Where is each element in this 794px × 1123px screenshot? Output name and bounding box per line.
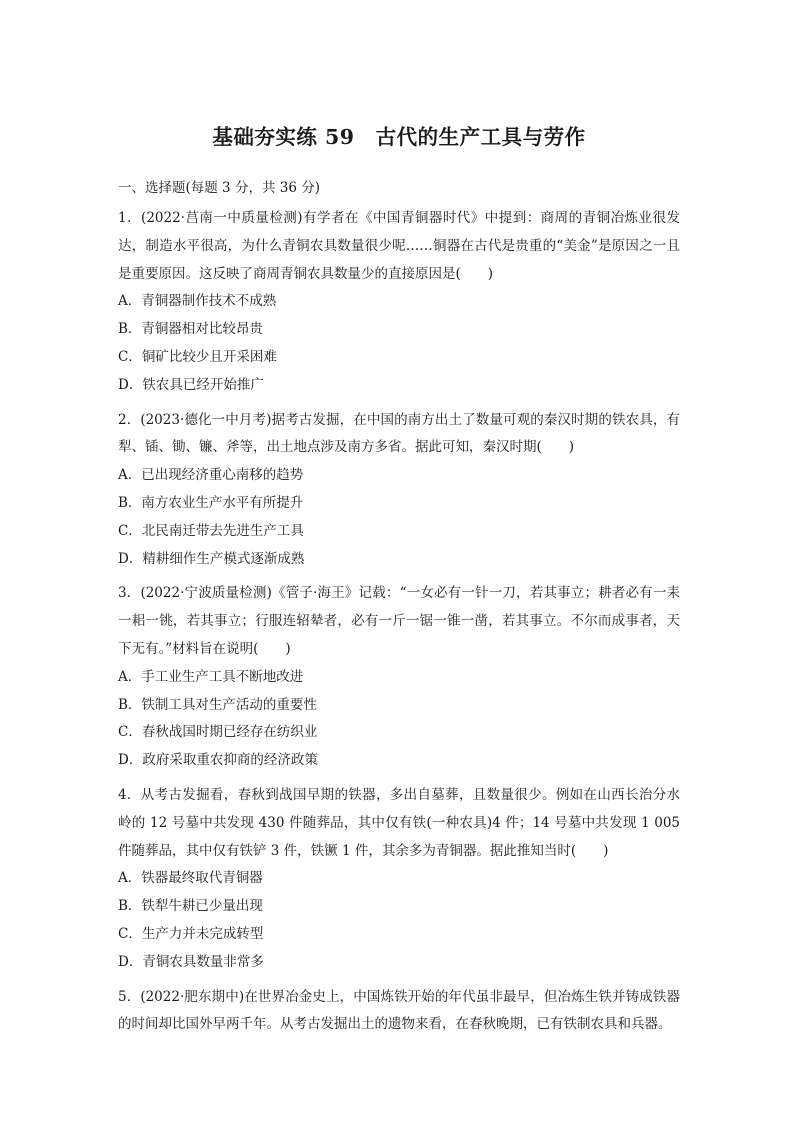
question-5 — [118, 984, 680, 1040]
question-stem: 4．从考古发掘看，春秋到战国早期的铁器，多出自墓葬，且数量很少。例如在山西长治分水岭的 12 号墓中共发现 430 件随葬品，其中仅有铁(一种农具)4 件；14 号墓中共发现 1 005 件随葬品，其中仅有铁铲 3 件，铁镢 1 件，其余多为青铜器。据此推知当时( ) — [118, 786, 680, 859]
question-4 — [118, 782, 680, 977]
option-d: D．青铜农具数量非常多 — [118, 953, 264, 970]
question-stem: 2．(2023·德化一中月考)据考古发掘，在中国的南方出土了数量可观的秦汉时期的铁农具，有犁、锸、锄、镰、斧等，出土地点涉及南方多省。据此可知，秦汉时期( ) — [118, 411, 680, 456]
question-stem: 1．(2022·莒南一中质量检测)有学者在《中国青铜器时代》中提到：商周的青铜冶炼业很发达，制造水平很高，为什么青铜农具数量很少呢……铜器在古代是贵重的“美金”是原因之一且是重要原因。这反映了商周青铜农具数量少的直接原因是( ) — [118, 210, 680, 282]
document-page — [118, 112, 680, 1039]
option-b: B．铁犁牛耕已少量出现 — [118, 898, 263, 915]
option-b: B．南方农业生产水平有所提升 — [118, 494, 304, 511]
question-stem: 5．(2022·肥东期中)在世界冶金史上，中国炼铁开始的年代虽非最早，但冶炼生铁并铸成铁器的时间却比国外早两千年。从考古发掘出土的遗物来看，在春秋晚期，已有铁制农具和兵器。 — [118, 988, 680, 1033]
option-a: A．手工业生产工具不断地改进 — [118, 668, 304, 685]
option-c: C．生产力并未完成转型 — [118, 925, 264, 942]
option-a: A．青铜器制作技术不成熟 — [118, 293, 277, 310]
page-title: 基础夯实练 59 古代的生产工具与劳作 — [212, 125, 586, 149]
section-heading: 一、选择题(每题 3 分，共 36 分) — [118, 180, 320, 196]
question-1 — [118, 205, 680, 400]
option-c: C．春秋战国时期已经存在纺织业 — [118, 724, 318, 741]
option-c: C．铜矿比较少且开采困难 — [118, 348, 277, 365]
option-a: A．铁器最终取代青铜器 — [118, 870, 263, 887]
option-d: D．精耕细作生产模式逐渐成熟 — [118, 550, 305, 567]
option-b: B．铁制工具对生产活动的重要性 — [118, 696, 317, 713]
option-d: D．政府采取重农抑商的经济政策 — [118, 752, 318, 769]
option-c: C．北民南迁带去先进生产工具 — [118, 522, 304, 539]
option-a: A．已出现经济重心南移的趋势 — [118, 467, 304, 484]
question-2 — [118, 407, 680, 574]
question-3 — [118, 580, 680, 775]
question-stem: 3．(2022·宁波质量检测)《管子·海王》记载：“一女必有一针一刀，若其事立；耕者必有一耒一耜一铫，若其事立；行服连轺辇者，必有一斤一锯一锥一凿，若其事立。不尔而成事者，天下无有。”材料旨在说明( ) — [118, 585, 680, 657]
option-d: D．铁农具已经开始推广 — [118, 376, 264, 393]
option-b: B．青铜器相对比较昂贵 — [118, 321, 263, 338]
